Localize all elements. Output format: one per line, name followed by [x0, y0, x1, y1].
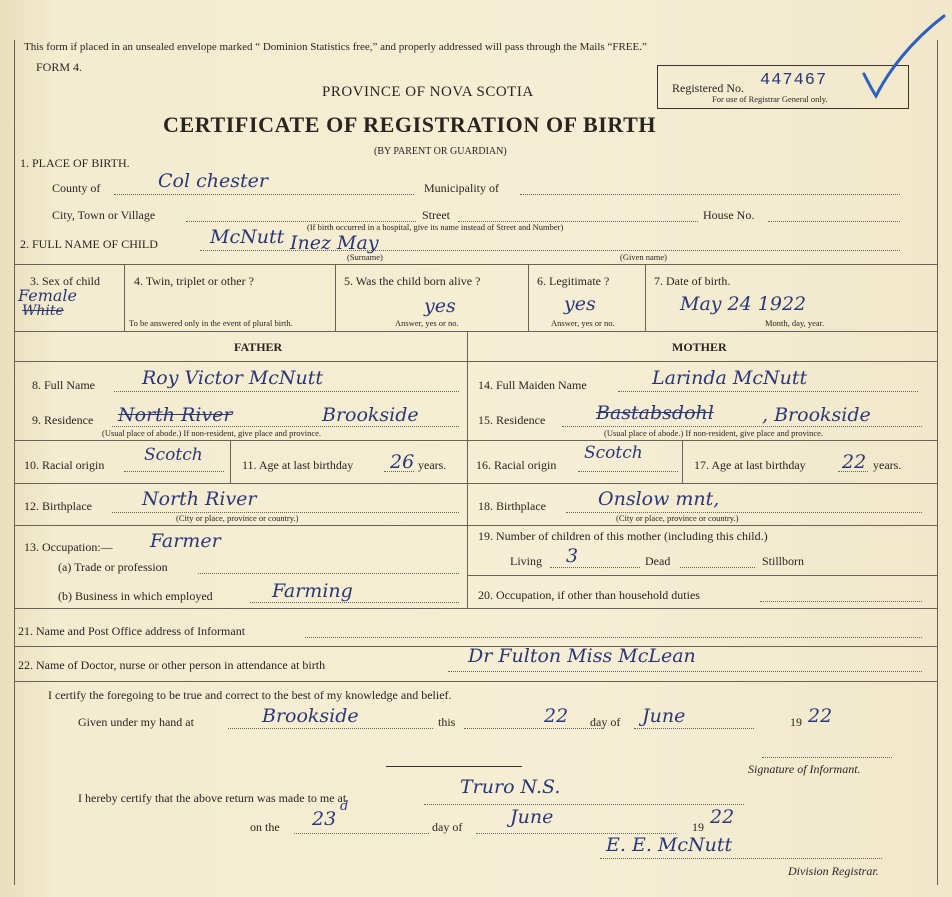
mother-residence-note: (Usual place of abode.) If non-resident, give place and province. [604, 428, 824, 438]
registrar-signature: E. E. McNutt [606, 834, 733, 856]
alive-label: 5. Was the child born alive ? [344, 274, 481, 288]
doctor-label: 22. Name of Doctor, nurse or other person in attendance at birth [18, 658, 326, 672]
on-the-label: on the [250, 820, 280, 834]
father-age-label: 11. Age at last birthday [242, 458, 354, 472]
mother-birthplace-value: Onslow mnt, [598, 488, 720, 510]
father-birthplace-note: (City or place, province or country.) [176, 513, 299, 523]
legit-note: Answer, yes or no. [551, 318, 615, 328]
registrar-signature-line [600, 858, 882, 859]
father-occupation-label: 13. Occupation:— [24, 540, 113, 554]
municipality-label: Municipality of [424, 181, 499, 195]
this-label: this [438, 715, 456, 729]
father-trade-value: Farmer [150, 530, 221, 552]
alive-value: yes [424, 295, 456, 317]
house-label: House No. [703, 208, 755, 222]
registrar-signature-label: Division Registrar. [788, 864, 879, 878]
county-label: County of [52, 181, 101, 195]
twin-label: 4. Twin, triplet or other ? [134, 274, 254, 288]
province-heading: PROVINCE OF NOVA SCOTIA [322, 84, 534, 100]
father-name-line [114, 391, 459, 392]
left-border [14, 40, 15, 885]
registrar-day-value: 23 [312, 808, 337, 830]
day-of-label: day of [590, 715, 621, 729]
father-name-label: 8. Full Name [32, 378, 95, 392]
father-residence-struck: North River [118, 404, 233, 426]
row-divider [467, 575, 937, 576]
right-border [937, 40, 938, 885]
mother-occupation-label: 20. Occupation, if other than household duties [478, 588, 700, 602]
month-line [634, 728, 754, 729]
house-line [768, 221, 900, 222]
mother-age-value: 22 [842, 451, 867, 473]
mother-residence-line [562, 426, 922, 427]
informant-day-value: 22 [544, 705, 569, 727]
separator [386, 766, 522, 767]
registered-label: Registered No. [672, 81, 744, 95]
living-value: 3 [566, 545, 579, 567]
hospital-note: (If birth occurred in a hospital, give its name instead of Street and Number) [307, 222, 564, 232]
row-divider [14, 608, 937, 609]
mother-age-unit: years. [873, 458, 902, 472]
registrar-day-line [294, 833, 429, 834]
registrar-note: For use of Registrar General only. [712, 94, 828, 104]
given-label: Given under my hand at [78, 715, 194, 729]
mother-residence-struck: Bastabsdohl [596, 402, 714, 424]
mother-birthplace-note: (City or place, province or country.) [616, 513, 739, 523]
father-residence-value: Brookside [322, 404, 419, 426]
sex-struck: White [22, 303, 64, 319]
informant-certify: I certify the foregoing to be true and correct to the best of my knowledge and belief. [48, 688, 452, 702]
legit-value: yes [564, 293, 596, 315]
registrar-day-suffix: d [340, 799, 349, 814]
father-trade-line [198, 573, 459, 574]
col-divider [645, 264, 646, 331]
mother-age-label: 17. Age at last birthday [694, 458, 806, 472]
given-place-line [228, 728, 433, 729]
mother-racial-label: 16. Racial origin [476, 458, 557, 472]
sex-value: Female [18, 286, 77, 305]
mother-maiden-label: 14. Full Maiden Name [478, 378, 587, 392]
father-birthplace-label: 12. Birthplace [24, 499, 92, 513]
father-business-line [250, 602, 459, 603]
living-line [550, 567, 640, 568]
place-of-birth-label: 1. PLACE OF BIRTH. [20, 156, 130, 170]
surname-note: (Surname) [347, 252, 383, 262]
county-value: Col chester [158, 170, 268, 192]
registrar-certify: I hereby certify that the above return was made to me at [78, 791, 347, 805]
parents-divider [467, 331, 468, 608]
dead-label: Dead [645, 554, 671, 568]
child-given-value: Inez May [290, 232, 379, 254]
informant-label: 21. Name and Post Office address of Informant [18, 624, 246, 638]
legit-label: 6. Legitimate ? [537, 274, 610, 288]
mother-racial-value: Scotch [584, 443, 643, 463]
dob-label: 7. Date of birth. [654, 274, 731, 288]
county-line [114, 194, 414, 195]
twin-note: To be answered only in the event of plural birth. [129, 318, 293, 328]
registrar-day-of-label: day of [432, 820, 463, 834]
col-divider [124, 264, 125, 331]
mother-racial-line [578, 471, 678, 472]
dob-value: May 24 1922 [680, 293, 807, 315]
mother-birthplace-label: 18. Birthplace [478, 499, 546, 513]
given-place-value: Brookside [262, 705, 359, 727]
registered-number: 447467 [760, 71, 828, 90]
dead-line [680, 567, 755, 568]
subtitle: (BY PARENT OR GUARDIAN) [374, 146, 507, 157]
father-business-value: Farming [272, 580, 353, 602]
check-mark-icon [858, 12, 948, 102]
father-heading: FATHER [234, 340, 283, 354]
registrar-month-value: June [510, 806, 554, 828]
father-name-value: Roy Victor McNutt [142, 367, 324, 389]
registrar-place-line [424, 804, 744, 805]
mother-heading: MOTHER [672, 340, 727, 354]
child-surname-value: McNutt [210, 226, 285, 248]
father-business-label: (b) Business in which employed [58, 589, 213, 603]
informant-signature-label: Signature of Informant. [748, 762, 861, 776]
dob-note: Month, day, year. [765, 318, 825, 328]
day-line [464, 728, 604, 729]
informant-line [305, 637, 922, 638]
col-divider [230, 440, 231, 483]
page-title: CERTIFICATE OF REGISTRATION OF BIRTH [163, 112, 657, 137]
form-number: FORM 4. [36, 60, 83, 74]
father-residence-label: 9. Residence [32, 413, 94, 427]
father-residence-line [112, 426, 459, 427]
registrar-place-value: Truro N.S. [460, 776, 561, 798]
registrar-year-prefix: 19 [692, 820, 704, 834]
mother-maiden-value: Larinda McNutt [652, 367, 808, 389]
mail-notice: This form if placed in an unsealed envelope marked “ Dominion Statistics free,” and properly addressed will pass through the Mails “FREE.” [24, 41, 647, 53]
mother-occupation-line [760, 601, 922, 602]
father-residence-note: (Usual place of abode.) If non-resident, give place and province. [102, 428, 322, 438]
row-divider [14, 264, 937, 265]
father-age-value: 26 [390, 451, 415, 473]
mother-maiden-line [618, 391, 918, 392]
father-age-unit: years. [418, 458, 447, 472]
row-divider [14, 361, 937, 362]
col-divider [335, 264, 336, 331]
municipality-line [520, 194, 900, 195]
row-divider [14, 483, 937, 484]
street-label: Street [422, 208, 450, 222]
father-racial-line [124, 471, 224, 472]
stillborn-label: Stillborn [762, 554, 805, 568]
father-racial-label: 10. Racial origin [24, 458, 105, 472]
informant-signature-line [762, 757, 892, 758]
row-divider [14, 681, 937, 682]
mother-residence-label: 15. Residence [478, 413, 546, 427]
informant-month-value: June [642, 705, 686, 727]
doctor-line [448, 671, 922, 672]
father-racial-value: Scotch [144, 445, 203, 465]
living-label: Living [510, 554, 542, 568]
child-name-label: 2. FULL NAME OF CHILD [20, 237, 158, 251]
mother-children-label: 19. Number of children of this mother (including this child.) [478, 529, 768, 543]
row-divider [14, 525, 937, 526]
year-prefix: 19 [790, 715, 802, 729]
mother-residence-value: , Brookside [762, 404, 871, 426]
doctor-value: Dr Fulton Miss McLean [468, 645, 696, 667]
given-note: (Given name) [620, 252, 667, 262]
informant-year-value: 22 [808, 705, 833, 727]
row-divider [14, 440, 937, 441]
row-divider [14, 331, 937, 332]
registrar-year-value: 22 [710, 806, 735, 828]
city-label: City, Town or Village [52, 208, 156, 222]
father-birthplace-value: North River [142, 488, 257, 510]
alive-note: Answer, yes or no. [395, 318, 459, 328]
col-divider [682, 440, 683, 483]
father-trade-label: (a) Trade or profession [58, 560, 168, 574]
sex-label: 3. Sex of child [30, 274, 100, 288]
col-divider [528, 264, 529, 331]
